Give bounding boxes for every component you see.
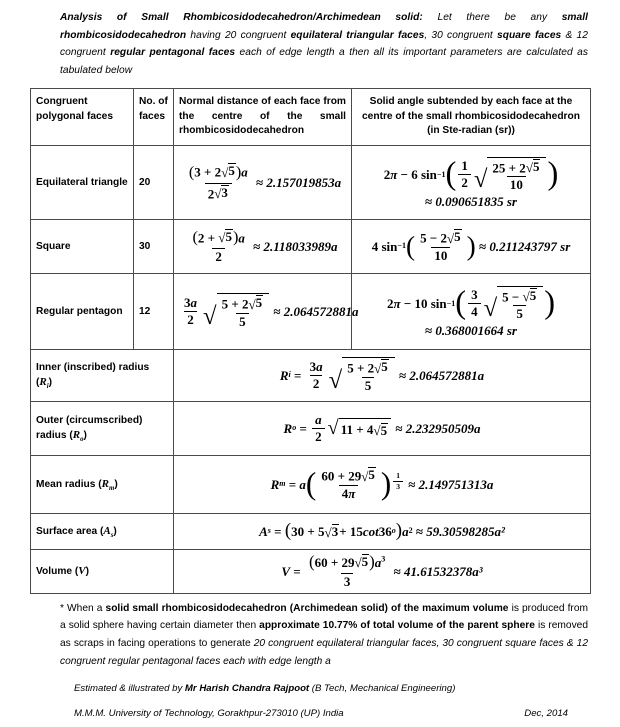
header-normal-distance: Normal distance of each face from the centre of the small rhombicosidodecahedron [174,89,352,146]
header-no-of-faces: No. of faces [134,89,174,146]
header-solid-angle-line1: Solid angle subtended by each face at the centre of the small rhombicosidodecahedron [362,96,580,122]
label-surface-area-symbol: A [103,524,111,537]
author-name: Mr Harish Chandra Rajpoot [184,683,310,695]
affiliation-row [30,694,590,719]
value-normal-distance-pentagon: 2.064572881a [283,303,359,319]
normal-distance-regular-pentagon: $\frac{3a}{2}$ √ 5 + 2 √ 5 5 ≈ 2.064572881a [174,273,352,349]
intro-bold-2: equilateral triangular faces [290,29,425,41]
row-face-equilateral-triangle: Equilateral triangle [31,145,134,219]
footnote-bold-2: approximate 10.77% of total volume of the parent sphere [259,620,535,632]
formula-volume: V = ( 60 + 29 √ 5 ) $a^3$ 3 ≈ 41.61532378a³ [174,549,591,593]
footnote-text-1: is produced from a solid sphere having certain diameter then [60,602,588,632]
row-face-square: Square [31,219,134,273]
intro-title: Analysis of Small Rhombicosidodecahedron/Archimedean solid: [60,12,423,23]
table-row [31,401,591,455]
footnote-paragraph [30,594,590,670]
formula-inner-radius: R i = $\frac{3a}{2}$ √ 5 + 2 √ 5 5 ≈ 2.064572881a [174,349,591,401]
label-inner-radius-symbol: R [39,376,47,389]
solid-angle-equilateral-triangle: 2 π − 6 sin −1 ( $\frac{1}{2}$ √ 25 + 2 √ 5 10 ) ≈ 0.090651835 sr [352,145,591,219]
intro-text-2: having 20 congruent [186,29,291,41]
solid-angle-regular-pentagon: 2 π − 10 sin −1 ( $\frac{3}{4}$ √ 5 − √ 5 5 ) ≈ 0.368001664 sr [352,273,591,349]
solid-angle-square: 4 sin −1 ( 5 − 2 √ 5 10 ) ≈ 0.211243797 sr [352,219,591,273]
table-row [31,455,591,513]
affiliation-text: M.M.M. University of Technology, Gorakhpur-273010 (UP) India [74,708,344,720]
label-inner-radius-prefix: Inner (inscribed) radius ( [36,362,150,389]
value-normal-distance-square: 2.118033989a [263,238,338,254]
formula-outer-radius: R o = $\frac{a}{2}$ √ 11 + 4 √ 5 ≈ 2.232950509a [174,401,591,455]
label-inner-radius [31,349,174,401]
value-solid-angle-triangle: 0.090651835 sr [435,193,517,209]
label-surface-area-prefix: Surface area ( [36,525,104,537]
value-outer-radius: 2.232950509a [405,420,481,436]
table-row [31,145,591,219]
footnote-italic-1: 20 congruent equilateral triangular faces, 30 congruent square faces & 12 congruent regular pentagonal faces each with edge length a [60,638,588,667]
label-surface-area-sub: s [110,532,114,540]
label-inner-radius-suffix: ) [48,377,53,389]
value-solid-angle-pentagon: 0.368001664 sr [435,322,517,338]
signature-line [30,670,590,694]
value-normal-distance-triangle: 2.157019853a [266,174,342,190]
label-mean-radius-suffix: ) [114,478,118,490]
row-count-square: 30 [134,219,174,273]
label-mean-radius-sub: m [109,485,115,493]
label-volume-prefix: Volume ( [36,565,79,577]
label-outer-radius-sub: o [80,436,84,444]
row-count-equilateral-triangle: 20 [134,145,174,219]
table-header-row [31,89,591,146]
label-volume [31,549,174,593]
footnote-star: * When a [60,602,106,614]
header-solid-angle-line2: (in Ste-radian (sr)) [427,125,515,137]
value-mean-radius: 2.149751313a [418,476,494,492]
table-row [31,219,591,273]
signature-prefix: Estimated & illustrated by [74,683,185,695]
value-volume: 41.61532378a³ [403,563,483,579]
intro-text-5: each of edge length a then all its important parameters are calculated as tabulated below [60,47,588,76]
normal-distance-equilateral-triangle: ( 3 + 2 √ 5 ) a 2 √ 3 ≈ 2.157019853a [174,145,352,219]
table-row [31,513,591,549]
intro-text-1: Let there be any [422,12,562,23]
value-surface-area: 59.30598285a² [426,523,505,539]
intro-bold-1: small rhombicosidodecahedron [60,12,588,41]
table-row [31,349,591,401]
footnote-bold-1: solid small rhombicosidodecahedron (Archimedean solid) of the maximum volume [105,602,509,614]
label-surface-area [31,513,174,549]
label-mean-radius-symbol: R [101,477,110,490]
label-volume-suffix: ) [85,565,90,577]
table-row [31,549,591,593]
intro-bold-3: square faces [497,29,562,41]
footnote-text-2: is removed as scraps in facing operations to generate [60,620,588,650]
label-outer-radius-prefix: Outer (circumscribed) radius ( [36,415,143,442]
value-solid-angle-square: 0.211243797 sr [489,238,571,254]
intro-bold-4: regular pentagonal faces [110,47,236,59]
label-outer-radius-symbol: R [72,429,81,442]
signature-suffix: (B Tech, Mechanical Engineering) [309,683,456,695]
formula-mean-radius: R m = a ( 60 + 29 √ 5 4π ) $\frac{1}{3}$ ≈ 2.149751313a [174,455,591,513]
parameters-table [30,88,591,594]
header-congruent-faces: Congruent polygonal faces [31,89,134,146]
normal-distance-square: ( 2 + √ 5 ) a 2 ≈ 2.118033989a [174,219,352,273]
table-row [31,273,591,349]
label-surface-area-suffix: ) [113,525,117,537]
label-inner-radius-sub: i [46,383,49,391]
intro-paragraph [30,0,590,79]
formula-surface-area: A s = ( 30 + 5 √ 3 + 15 cot 36 o ) a 2 ≈ 59.30598285a² [174,513,591,549]
header-solid-angle [352,89,591,146]
intro-text-4: & 12 congruent [60,29,588,59]
label-outer-radius-suffix: ) [83,430,87,442]
label-volume-symbol: V [78,564,86,577]
label-mean-radius [31,455,174,513]
row-count-regular-pentagon: 12 [134,273,174,349]
intro-text-3: , 30 congruent [424,29,498,41]
label-outer-radius [31,401,174,455]
label-mean-radius-prefix: Mean radius ( [36,478,102,490]
date-text: Dec, 2014 [524,708,568,720]
value-inner-radius: 2.064572881a [409,367,485,383]
row-face-regular-pentagon: Regular pentagon [31,273,134,349]
